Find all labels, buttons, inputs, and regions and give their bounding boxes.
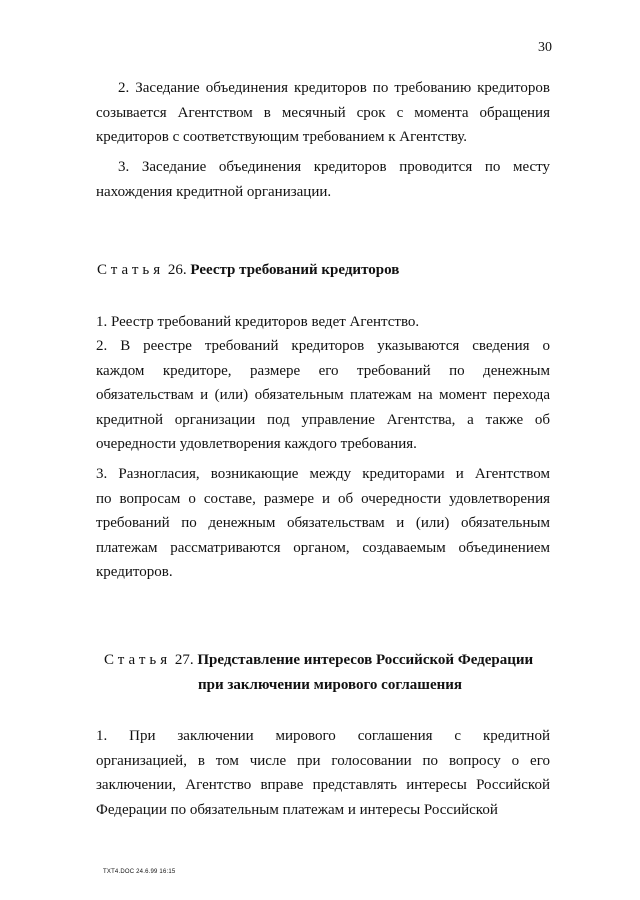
paragraph-rest: организацией, в том числе при голосовании по вопросу о его заключении, Агентство вправе представлять интересы Российской Федерации по обязательным платежам и интересы Российской [96, 752, 550, 818]
article-27-heading [104, 648, 533, 672]
article-word: Статья [97, 262, 165, 278]
article-27-heading-line-2 [198, 673, 462, 697]
article-26-heading [97, 258, 399, 282]
paragraph-rest: по вопросам о составе, размере и об очередности удовлетворения требований по денежным обязательствам и (или) обязательным платежам рассматриваются органом, создаваемым объединением кредиторов. [96, 490, 550, 580]
article-title-line-2: при заключении мирового соглашения [198, 677, 463, 693]
paragraph-first-line: 3. Разногласия, возникающие между кредиторами и Агентством [96, 466, 550, 482]
paragraph-first-line: 3. Заседание объединения кредиторов проводится по месту [118, 159, 550, 175]
paragraph-2-convening [96, 76, 550, 150]
article-number: 26. [167, 262, 187, 278]
article-27-paragraph-1 [96, 724, 550, 822]
article-26-paragraph-1 [96, 310, 550, 335]
article-26-paragraph-3 [96, 462, 550, 585]
article-title: Реестр требований кредиторов [190, 262, 400, 278]
article-word: Статья [104, 652, 172, 668]
page-number: 30 [538, 40, 552, 55]
paragraph-rest: нахождения кредитной организации. [96, 183, 332, 200]
paragraph-first-line: 2. В реестре требований кредиторов указываются сведения о [96, 338, 550, 354]
article-number: 27. [174, 652, 194, 668]
paragraph-3-location [96, 155, 550, 204]
article-26-paragraph-2 [96, 334, 550, 457]
article-title-line-1: Представление интересов Российской Федерации [197, 652, 534, 668]
paragraph-first-line: 1. При заключении мирового соглашения с кредитной [96, 728, 550, 744]
paragraph-rest: созывается Агентством в месячный срок с момента обращения кредиторов с соответствующим требованием к Агентству. [96, 104, 550, 145]
paragraph-rest: каждом кредиторе, размере его требований по денежным обязательствам и (или) обязательным платежам на момент перехода кредитной организации под управление Агентства, а также об очередности удовлетворения каждого требования. [96, 362, 550, 452]
document-footer: TXT4.DOC 24.6.99 16:15 [103, 869, 176, 875]
paragraph-first-line: 1. Реестр требований кредиторов ведет Агентство. [96, 314, 420, 330]
paragraph-first-line: 2. Заседание объединения кредиторов по требованию кредиторов [118, 80, 550, 96]
